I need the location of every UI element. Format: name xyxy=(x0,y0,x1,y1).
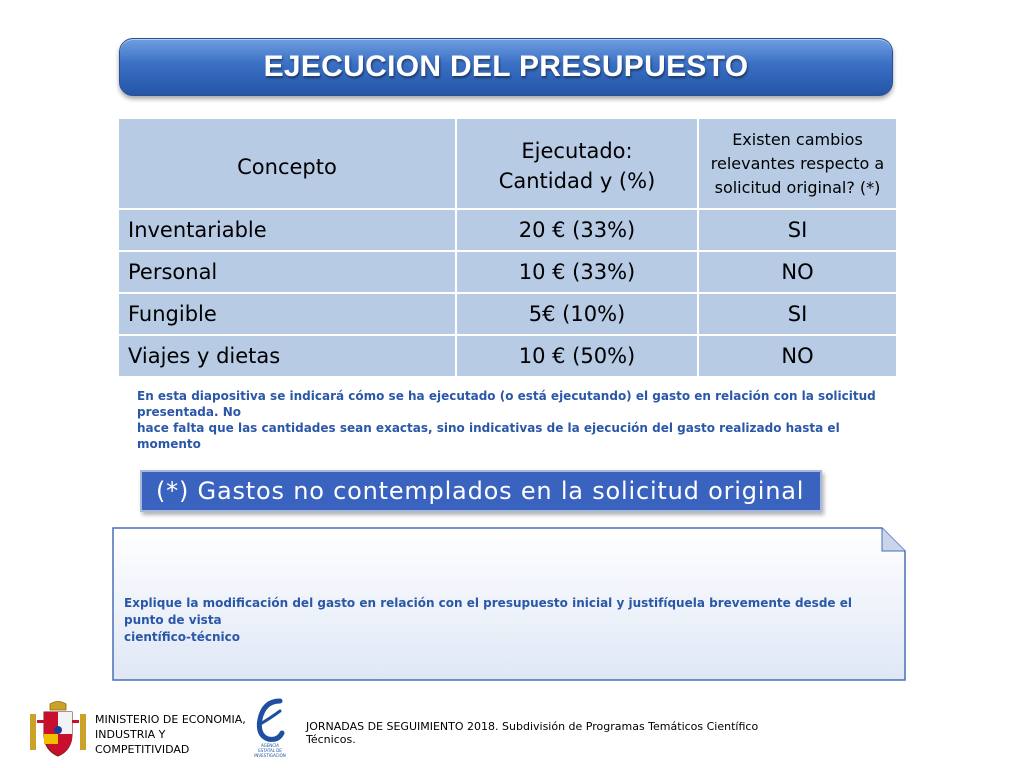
header-cambios-line3: solicitud original? (*) xyxy=(714,177,881,197)
table-row xyxy=(118,335,897,377)
instruction-note-line2: hace falta que las cantidades sean exactas, sino indicativas de la ejecución del gasto realizado hasta el momento xyxy=(137,421,840,451)
cell-concepto: Fungible xyxy=(118,293,456,335)
header-concepto: Concepto xyxy=(118,118,456,209)
header-cambios-line1: Existen cambios xyxy=(732,129,863,149)
cell-ejecutado: 10 € (50%) xyxy=(456,335,698,377)
explain-text-line1: Explique la modificación del gasto en relación con el presupuesto inicial y justifíquela brevemente desde el punto de vista xyxy=(124,596,852,627)
cell-cambios: NO xyxy=(698,335,897,377)
jornadas-label: JORNADAS DE SEGUIMIENTO 2018. Subdivisión de Programas Temáticos Científico Técnicos. xyxy=(306,720,759,746)
cell-cambios: SI xyxy=(698,293,897,335)
cell-ejecutado: 20 € (33%) xyxy=(456,209,698,251)
page-title: EJECUCION DEL PRESUPUESTO xyxy=(263,50,749,83)
cell-concepto: Inventariable xyxy=(118,209,456,251)
table-header-row xyxy=(118,118,897,209)
cell-cambios: NO xyxy=(698,251,897,293)
ministerio-line1: MINISTERIO DE ECONOMIA, xyxy=(95,713,246,726)
instruction-note-line1: En esta diapositiva se indicará cómo se ha ejecutado (o está ejecutando) el gasto en relación con la solicitud presentada. No xyxy=(137,389,876,419)
agencia-line2: ESTATAL DE xyxy=(258,748,282,753)
agencia-line3: INVESTIGACIÓN xyxy=(254,753,286,758)
cell-ejecutado: 5€ (10%) xyxy=(456,293,698,335)
gastos-banner xyxy=(140,470,822,512)
table-row xyxy=(118,251,897,293)
gastos-label: (*) Gastos no contemplados en la solicitud original xyxy=(156,477,805,505)
cell-cambios: SI xyxy=(698,209,897,251)
cell-concepto: Personal xyxy=(118,251,456,293)
explain-text xyxy=(124,595,854,646)
ministerio-line2: INDUSTRIA Y xyxy=(95,728,166,741)
agencia-line1: AGENCIA xyxy=(261,743,279,748)
table-row xyxy=(118,293,897,335)
table-row xyxy=(118,209,897,251)
coat-of-arms-icon xyxy=(28,700,88,758)
instruction-note xyxy=(137,388,877,452)
title-banner xyxy=(119,38,893,96)
cell-concepto: Viajes y dietas xyxy=(118,335,456,377)
agencia-logo-icon xyxy=(250,697,290,763)
header-cambios xyxy=(698,118,897,209)
header-cambios-line2: relevantes respecto a xyxy=(710,153,885,173)
header-ejecutado-line1: Ejecutado: xyxy=(521,139,633,163)
ministerio-line3: COMPETITIVIDAD xyxy=(95,743,190,756)
header-ejecutado xyxy=(456,118,698,209)
cell-ejecutado: 10 € (33%) xyxy=(456,251,698,293)
explain-text-line2: científico-técnico xyxy=(124,630,240,644)
explain-box[interactable] xyxy=(112,527,906,682)
header-ejecutado-line2: Cantidad y (%) xyxy=(498,169,656,193)
ministerio-label xyxy=(95,712,255,757)
budget-table xyxy=(117,117,898,378)
